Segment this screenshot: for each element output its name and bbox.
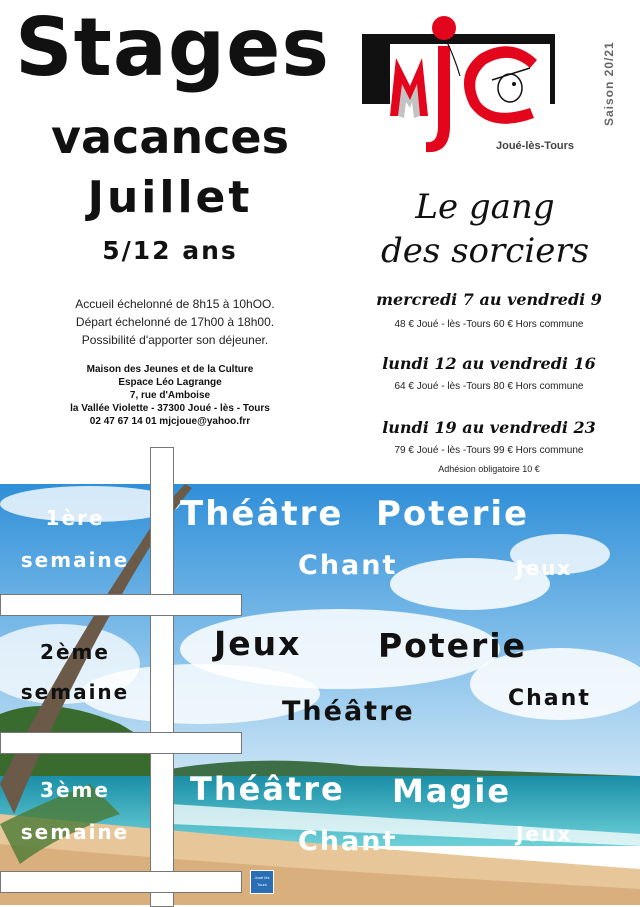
info-lunch: Possibilité d'apporter son déjeuner. (81, 333, 269, 347)
w2-activity-theatre: Théâtre (282, 696, 415, 727)
address-street: 7, rue d'Amboise (129, 390, 211, 401)
program-title-1: Le gang (415, 187, 555, 227)
w3-activity-theatre: Théâtre (190, 770, 345, 808)
period-3-dates: lundi 19 au vendredi 23 (382, 418, 596, 437)
w3-activity-magie: Magie (392, 772, 512, 810)
address-contact: 02 47 67 14 01 mjcjoue@yahoo.frr (89, 416, 251, 427)
w1-activity-chant: Chant (298, 550, 398, 581)
age-range: 5/12 ans (102, 236, 238, 265)
period-3-price: 79 € Joué - lès -Tours 99 € Hors commune (394, 445, 584, 456)
program-title-2: des sorciers (380, 231, 590, 271)
mjc-logo (362, 6, 562, 156)
week-3-sub: semaine (20, 820, 130, 844)
w2-activity-chant: Chant (508, 686, 591, 711)
w1-activity-theatre: Théâtre (180, 494, 344, 534)
membership-note: Adhésion obligatoire 10 € (438, 464, 540, 474)
info-arrival: Accueil échelonné de 8h15 à 10hOO. (75, 297, 275, 311)
period-2-price: 64 € Joué - lès -Tours 80 € Hors commune (394, 381, 584, 392)
w3-activity-chant: Chant (298, 826, 398, 857)
address-org: Maison des Jeunes et de la Culture (86, 364, 254, 375)
city-logo: Joué lès Tours (250, 870, 274, 894)
period-1-dates: mercredi 7 au vendredi 9 (376, 290, 602, 309)
w1-activity-jeux: Jeux (516, 556, 573, 580)
week-divider-3 (0, 871, 242, 893)
w3-activity-jeux: Jeux (516, 822, 573, 846)
period-2-dates: lundi 12 au vendredi 16 (382, 354, 596, 373)
poster-month: Juillet (87, 172, 253, 223)
w1-activity-poterie: Poterie (376, 494, 530, 534)
week-3-label: 3ème (40, 778, 110, 802)
period-1-price: 48 € Joué - lès -Tours 60 € Hors commune (394, 319, 584, 330)
season-label: Saison 20/21 (602, 41, 616, 126)
poster-subtitle: vacances (51, 110, 289, 164)
info-departure: Départ échelonné de 17h00 à 18h00. (75, 315, 275, 329)
address-space: Espace Léo Lagrange (118, 377, 222, 388)
w2-activity-poterie: Poterie (378, 626, 527, 665)
poster-title: Stages (15, 1, 330, 94)
address-city: la Vallée Violette - 37300 Joué - lès - Tours (70, 403, 270, 414)
week-1-sub: semaine (20, 548, 130, 572)
week-divider-1 (0, 594, 242, 616)
week-divider-2 (0, 732, 242, 754)
week-1-label: 1ère (45, 506, 105, 530)
week-2-label: 2ème (40, 640, 110, 664)
logo-city: Joué-lès-Tours (496, 140, 575, 152)
week-2-sub: semaine (20, 680, 130, 704)
w2-activity-jeux: Jeux (214, 624, 302, 663)
ladder-post (150, 447, 174, 907)
